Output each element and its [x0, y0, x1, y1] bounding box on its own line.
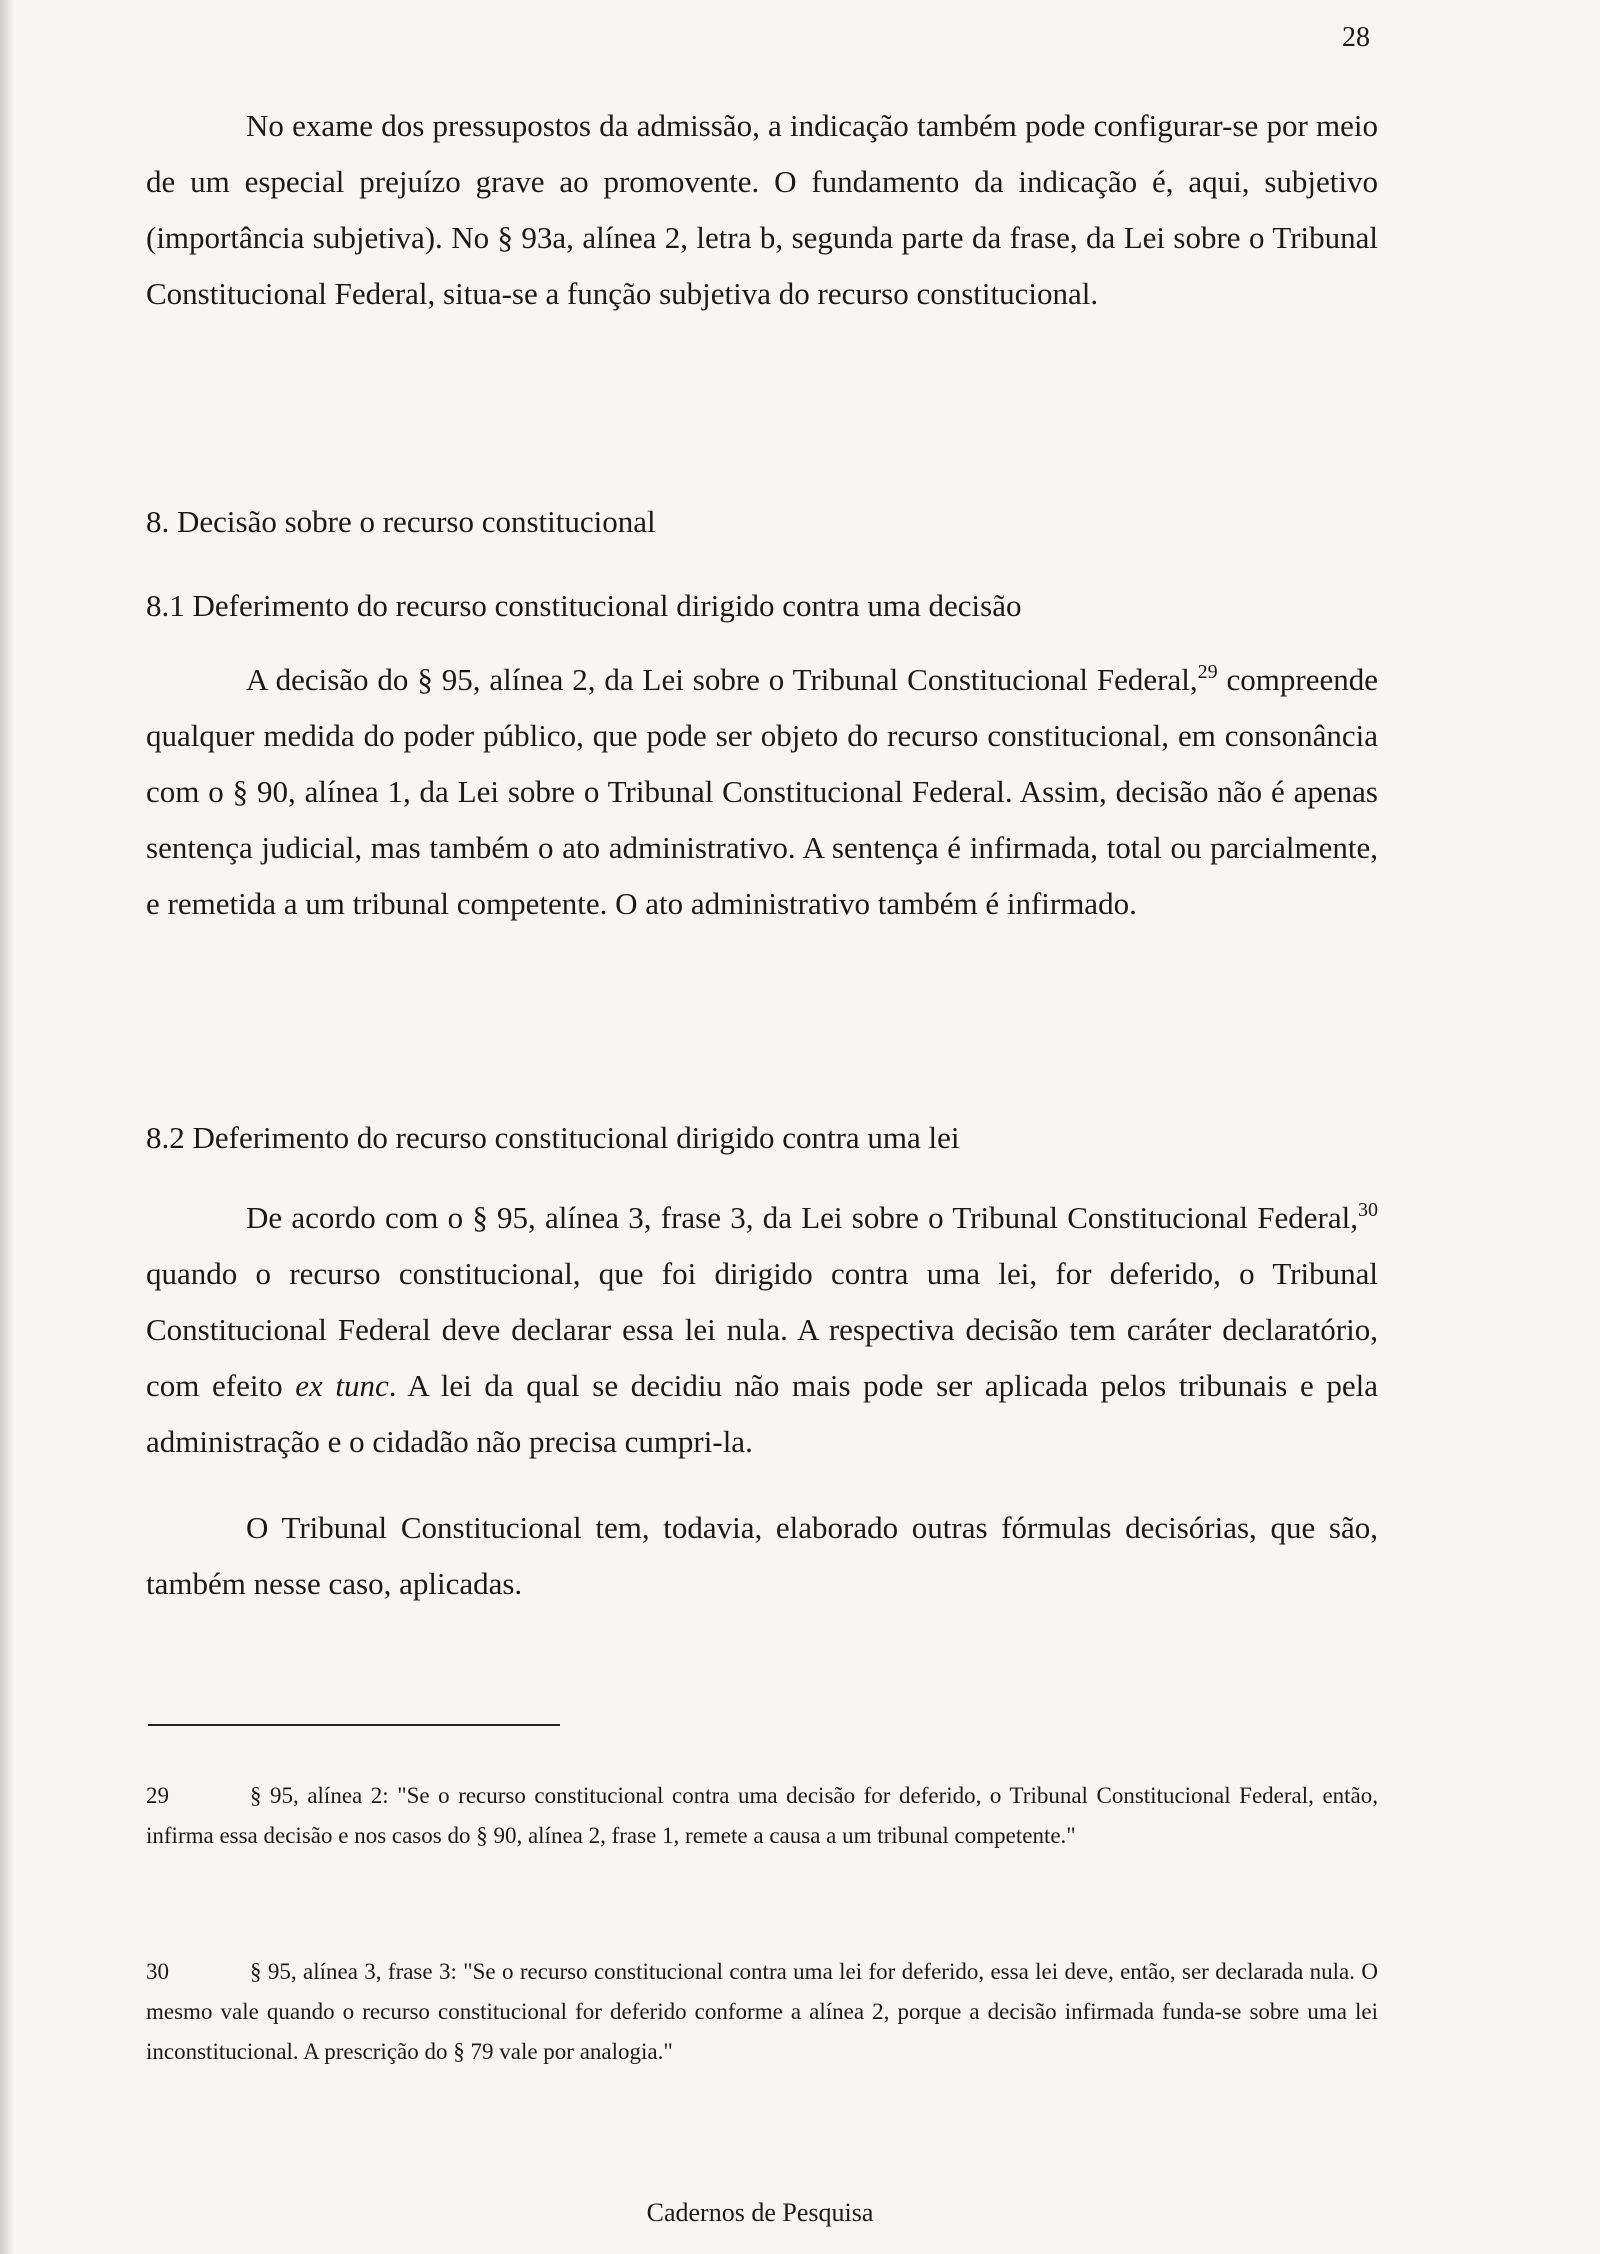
paragraph-text: No exame dos pressupostos da admissão, a indicação também pode configurar-se por meio de um especial prejuízo grave ao promovente. O fundamento da indicação é, aqui, subjetivo (importância subjetiva). No § 93a, alínea 2, letra b, segunda parte da frase, da Lei sobre o Tribunal Constitucional Federal, situa-se a função subjetiva do recurso constitucional. [146, 108, 1378, 311]
latin-term: ex tunc [295, 1368, 389, 1403]
paragraph-text-part: . A lei da qual se decidiu não mais pode ser aplicada pelos tribunais e pela administração e o cidadão não precisa cumpri-la. [146, 1368, 1378, 1459]
paragraph-text-part: compreende qualquer medida do poder público, que pode ser objeto do recurso constitucional, em consonância com o § 90, alínea 1, da Lei sobre o Tribunal Constitucional Federal. Assim, decisão não é apenas sentença judicial, mas também o ato administrativo. A sentença é infirmada, total ou parcialmente, e remetida a um tribunal competente. O ato administrativo também é infirmado. [146, 662, 1378, 921]
paragraph-text-part: De acordo com o § 95, alínea 3, frase 3, da Lei sobre o Tribunal Constitucional Federal, [246, 1200, 1358, 1235]
paragraph-text: O Tribunal Constitucional tem, todavia, elaborado outras fórmulas decisórias, que são, também nesse caso, aplicadas. [146, 1510, 1378, 1601]
page-number: 28 [1342, 22, 1370, 53]
section-heading-8: 8. Decisão sobre o recurso constitucional [146, 504, 656, 539]
paragraph-text-part: A decisão do § 95, alínea 2, da Lei sobre o Tribunal Constitucional Federal, [246, 662, 1198, 697]
scan-edge-shadow [0, 0, 14, 2254]
paragraph-text [146, 1190, 1378, 1470]
paragraph-formulas [146, 1500, 1378, 1612]
footnote-number: 30 [146, 1959, 169, 1984]
paragraph-text [146, 652, 1378, 932]
footnote-ref-30[interactable]: 30 [1358, 1199, 1378, 1221]
footnote-30 [146, 1952, 1378, 2072]
footnote-ref-29[interactable]: 29 [1197, 661, 1218, 683]
footnote-text: § 95, alínea 2: "Se o recurso constitucional contra uma decisão for deferido, o Tribunal Constitucional Federal, então, infirma essa decisão e nos casos do § 90, alínea 2, frase 1, remete a causa a um tribunal competente." [146, 1783, 1378, 1848]
page-footer: Cadernos de Pesquisa [646, 2198, 874, 2227]
section-heading-8-1: 8.1 Deferimento do recurso constitucional dirigido contra uma decisão [146, 588, 1022, 623]
footnote-text: § 95, alínea 3, frase 3: "Se o recurso constitucional contra uma lei for deferido, essa lei deve, então, ser declarada nula. O mesmo vale quando o recurso constitucional for deferido conforme a alínea 2, porque a decisão infirmada funda-se sobre uma lei inconstitucional. A prescrição do § 79 vale por analogia." [146, 1959, 1378, 2064]
footnote-29 [146, 1776, 1378, 1856]
paragraph-decision [146, 652, 1378, 932]
paragraph-admission [146, 98, 1378, 322]
section-heading-8-2: 8.2 Deferimento do recurso constitucional dirigido contra uma lei [146, 1120, 960, 1155]
footnote-divider [148, 1724, 560, 1726]
paragraph-text-part: quando o recurso constitucional, que foi dirigido contra uma lei, for deferido, o Tribunal Constitucional Federal deve declarar essa lei nula. A respectiva decisão tem caráter declaratório, com efeito [146, 1256, 1378, 1403]
paragraph-law [146, 1190, 1378, 1470]
footnote-number: 29 [146, 1783, 169, 1808]
